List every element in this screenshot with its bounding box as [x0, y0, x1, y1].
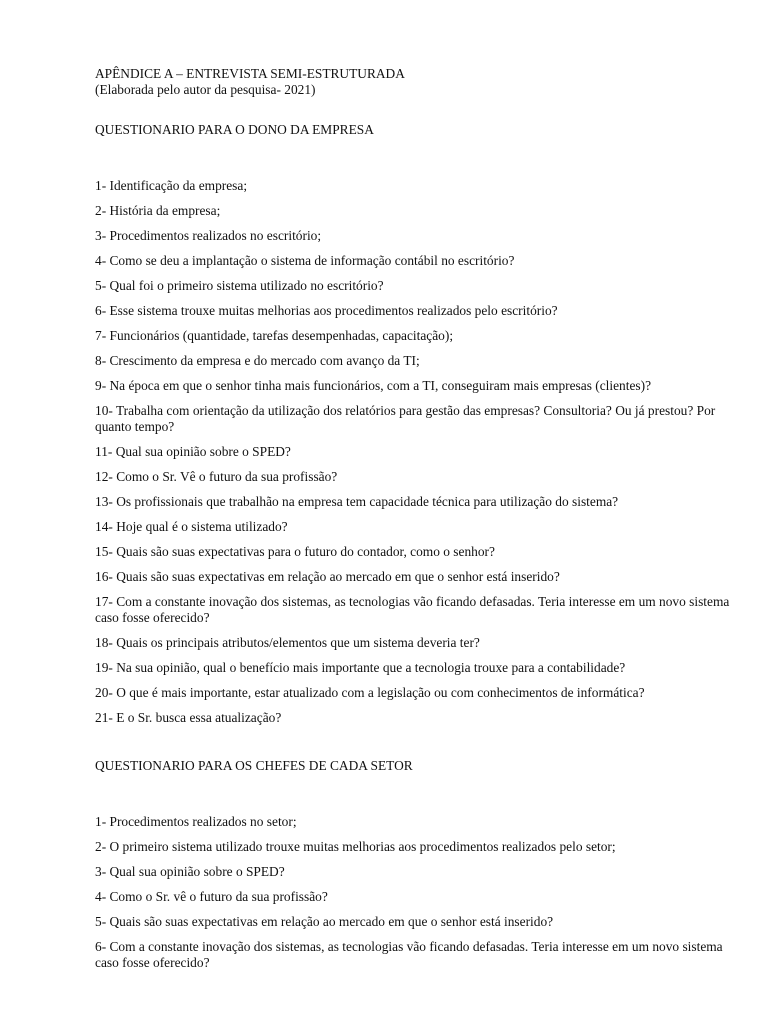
question-item: 5- Qual foi o primeiro sistema utilizado no escritório?: [95, 278, 384, 293]
question-item: 2- História da empresa;: [95, 203, 221, 218]
question-item: 16- Quais são suas expectativas em relação ao mercado em que o senhor está inserido?: [95, 569, 560, 584]
question-item: 1- Procedimentos realizados no setor;: [95, 814, 297, 829]
question-item: 5- Quais são suas expectativas em relação ao mercado em que o senhor está inserido?: [95, 914, 554, 929]
question-item: 11- Qual sua opinião sobre o SPED?: [95, 444, 291, 459]
question-item: 7- Funcionários (quantidade, tarefas desempenhadas, capacitação);: [95, 328, 454, 343]
document-page: [95, 66, 730, 980]
question-item: 21- E o Sr. busca essa atualização?: [95, 710, 282, 725]
question-list-owner: [95, 178, 730, 726]
section-heading-sector-chiefs: QUESTIONARIO PARA OS CHEFES DE CADA SETOR: [95, 758, 413, 773]
question-item: 14- Hoje qual é o sistema utilizado?: [95, 519, 288, 534]
question-item: 8- Crescimento da empresa e do mercado com avanço da TI;: [95, 353, 420, 368]
question-item: 2- O primeiro sistema utilizado trouxe muitas melhorias aos procedimentos realizados pelo setor;: [95, 839, 616, 854]
question-item: 18- Quais os principais atributos/elementos que um sistema deveria ter?: [95, 635, 480, 650]
question-item: 4- Como o Sr. vê o futuro da sua profissão?: [95, 889, 328, 904]
question-item: 3- Procedimentos realizados no escritório;: [95, 228, 322, 243]
question-item: 3- Qual sua opinião sobre o SPED?: [95, 864, 285, 879]
question-item: 9- Na época em que o senhor tinha mais funcionários, com a TI, conseguiram mais empresas (clientes)?: [95, 378, 652, 393]
question-item: 20- O que é mais importante, estar atualizado com a legislação ou com conhecimentos de informática?: [95, 685, 645, 700]
section-heading-owner: QUESTIONARIO PARA O DONO DA EMPRESA: [95, 122, 374, 137]
question-list-sector-chiefs: [95, 814, 730, 971]
document-title: APÊNDICE A – ENTREVISTA SEMI-ESTRUTURADA: [95, 66, 405, 81]
question-item: 19- Na sua opinião, qual o benefício mais importante que a tecnologia trouxe para a contabilidade?: [95, 660, 626, 675]
question-item: 6- Com a constante inovação dos sistemas, as tecnologias vão ficando defasadas. Teria interesse em um novo sistema caso fosse oferecido?: [95, 939, 723, 970]
question-item: 1- Identificação da empresa;: [95, 178, 248, 193]
question-item: 10- Trabalha com orientação da utilização dos relatórios para gestão das empresas? Consultoria? Ou já prestou? Por quanto tempo?: [95, 403, 716, 434]
question-item: 6- Esse sistema trouxe muitas melhorias aos procedimentos realizados pelo escritório?: [95, 303, 558, 318]
question-item: 15- Quais são suas expectativas para o futuro do contador, como o senhor?: [95, 544, 495, 559]
question-item: 17- Com a constante inovação dos sistemas, as tecnologias vão ficando defasadas. Teria interesse em um novo sistema caso fosse oferecido?: [95, 594, 730, 625]
document-subtitle: (Elaborada pelo autor da pesquisa- 2021): [95, 82, 316, 97]
question-item: 13- Os profissionais que trabalhão na empresa tem capacidade técnica para utilização do sistema?: [95, 494, 619, 509]
question-item: 4- Como se deu a implantação o sistema de informação contábil no escritório?: [95, 253, 515, 268]
question-item: 12- Como o Sr. Vê o futuro da sua profissão?: [95, 469, 338, 484]
